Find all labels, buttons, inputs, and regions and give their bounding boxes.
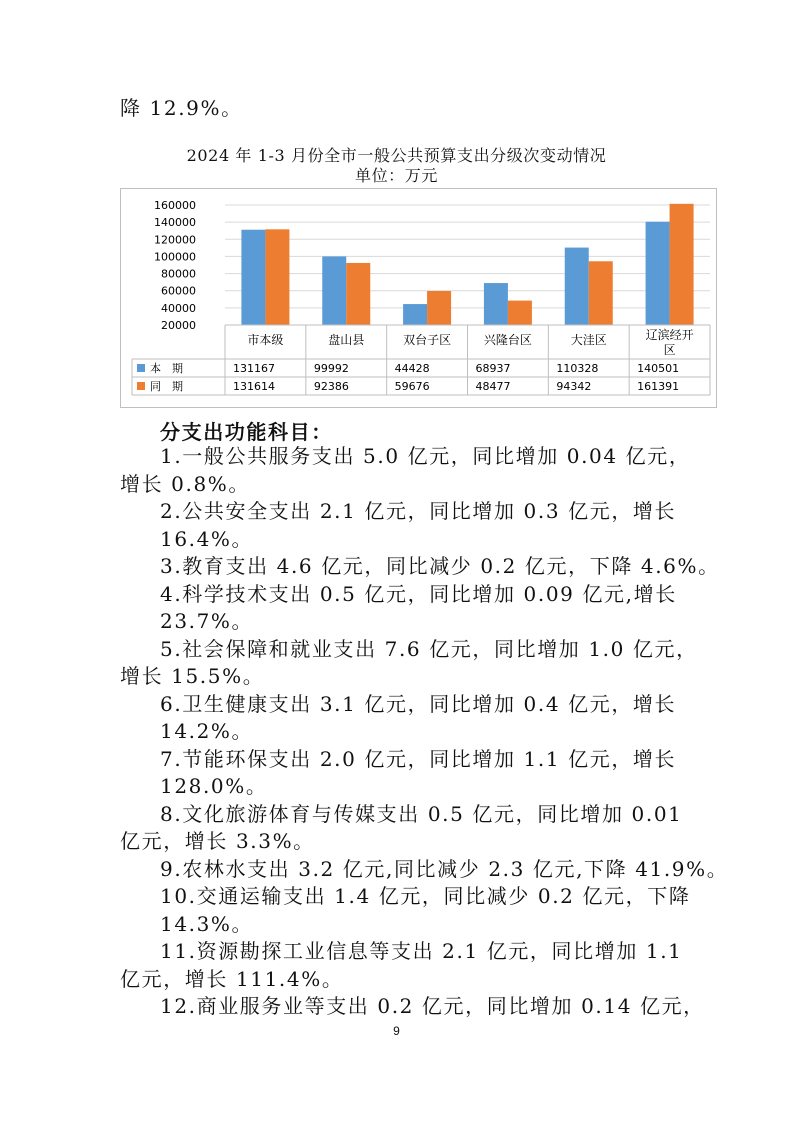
y-tick-label: 60000 bbox=[161, 284, 196, 298]
table-value: 161391 bbox=[637, 380, 680, 393]
bar-current bbox=[484, 283, 508, 325]
body-line: 9.农林水支出 3.2 亿元,同比减少 2.3 亿元,下降 41.9%。 bbox=[160, 856, 729, 881]
table-value: 131614 bbox=[233, 380, 275, 393]
bar-previous bbox=[427, 291, 451, 325]
table-value: 59676 bbox=[394, 380, 430, 393]
y-tick-label: 140000 bbox=[154, 216, 196, 230]
bar-previous bbox=[508, 301, 532, 325]
legend-swatch bbox=[137, 364, 145, 372]
table-value: 94342 bbox=[556, 380, 592, 393]
body-line: 亿元，增长 3.3%。 bbox=[120, 829, 315, 853]
table-value: 99992 bbox=[313, 362, 349, 375]
body-line: 10.交通运输支出 1.4 亿元，同比减少 0.2 亿元，下降 bbox=[160, 884, 691, 908]
body-line: 1.一般公共服务支出 5.0 亿元，同比增加 0.04 亿元， bbox=[160, 444, 691, 468]
category-label: 盘山县 bbox=[328, 333, 365, 347]
body-line: 14.3%。 bbox=[160, 911, 254, 936]
table-value: 92386 bbox=[313, 380, 349, 393]
body-line: 增长 15.5%。 bbox=[120, 664, 265, 688]
bar-current bbox=[322, 256, 346, 325]
bar-chart bbox=[120, 188, 717, 408]
body-line: 6.卫生健康支出 3.1 亿元，同比增加 0.4 亿元，增长 bbox=[160, 691, 677, 716]
page-number: 9 bbox=[393, 1024, 400, 1038]
category-label: 兴隆台区 bbox=[483, 333, 532, 347]
legend-swatch bbox=[137, 382, 145, 390]
y-tick-label: 80000 bbox=[161, 267, 196, 281]
body-line: 2.公共安全支出 2.1 亿元，同比增加 0.3 亿元，增长 bbox=[160, 499, 677, 523]
legend-label: 本 期 bbox=[150, 362, 183, 375]
table-value: 131167 bbox=[233, 362, 275, 375]
table-value: 110328 bbox=[556, 362, 599, 375]
body-line: 增长 0.8%。 bbox=[120, 471, 250, 496]
body-line: 4.科学技术支出 0.5 亿元，同比增加 0.09 亿元,增长 bbox=[160, 581, 677, 606]
legend-label: 同 期 bbox=[150, 380, 183, 393]
body-line: 14.2%。 bbox=[160, 719, 254, 743]
body-line: 8.文化旅游体育与传媒支出 0.5 亿元，同比增加 0.01 bbox=[160, 801, 683, 826]
body-text-top: 降 12.9%。 bbox=[120, 96, 243, 120]
y-tick-label: 120000 bbox=[154, 233, 196, 247]
table-value: 48477 bbox=[475, 380, 511, 393]
body-line: 5.社会保障和就业支出 7.6 亿元，同比增加 1.0 亿元， bbox=[160, 636, 698, 661]
bar-current bbox=[565, 248, 589, 325]
bar-current bbox=[646, 222, 670, 325]
table-value: 140501 bbox=[637, 362, 680, 375]
bar-current bbox=[241, 230, 265, 325]
bar-previous bbox=[670, 204, 694, 325]
body-line: 23.7%。 bbox=[160, 609, 254, 633]
bar-current bbox=[403, 304, 427, 325]
category-label: 大洼区 bbox=[570, 333, 607, 347]
body-line: 亿元，增长 111.4%。 bbox=[120, 966, 344, 991]
table-value: 68937 bbox=[475, 362, 511, 375]
bar-previous bbox=[346, 263, 370, 325]
y-tick-label: 40000 bbox=[161, 301, 196, 315]
y-tick-label: 160000 bbox=[154, 199, 196, 212]
body-line: 7.节能环保支出 2.0 亿元，同比增加 1.1 亿元，增长 bbox=[160, 746, 677, 771]
body-line: 16.4%。 bbox=[160, 526, 254, 551]
bar-previous bbox=[589, 261, 613, 325]
body-line: 12.商业服务业等支出 0.2 亿元，同比增加 0.14 亿元， bbox=[160, 994, 705, 1018]
category-label: 双台子区 bbox=[403, 333, 452, 347]
category-label: 市本级 bbox=[247, 333, 284, 347]
chart-unit: 单位：万元 bbox=[354, 166, 438, 185]
body-line: 11.资源勘探工业信息等支出 2.1 亿元，同比增加 1.1 bbox=[160, 939, 683, 963]
y-tick-label: 20000 bbox=[161, 319, 196, 332]
section-heading: 分支出功能科目： bbox=[160, 420, 333, 444]
bar-previous bbox=[265, 229, 289, 325]
table-value: 44428 bbox=[394, 362, 430, 375]
body-line: 128.0%。 bbox=[160, 774, 268, 798]
y-tick-label: 100000 bbox=[154, 250, 196, 264]
body-line: 3.教育支出 4.6 亿元，同比减少 0.2 亿元，下降 4.6%。 bbox=[160, 554, 720, 578]
category-label: 辽滨经开区 bbox=[645, 328, 694, 357]
chart-title: 2024 年 1-3 月份全市一般公共预算支出分级次变动情况 bbox=[186, 146, 607, 165]
